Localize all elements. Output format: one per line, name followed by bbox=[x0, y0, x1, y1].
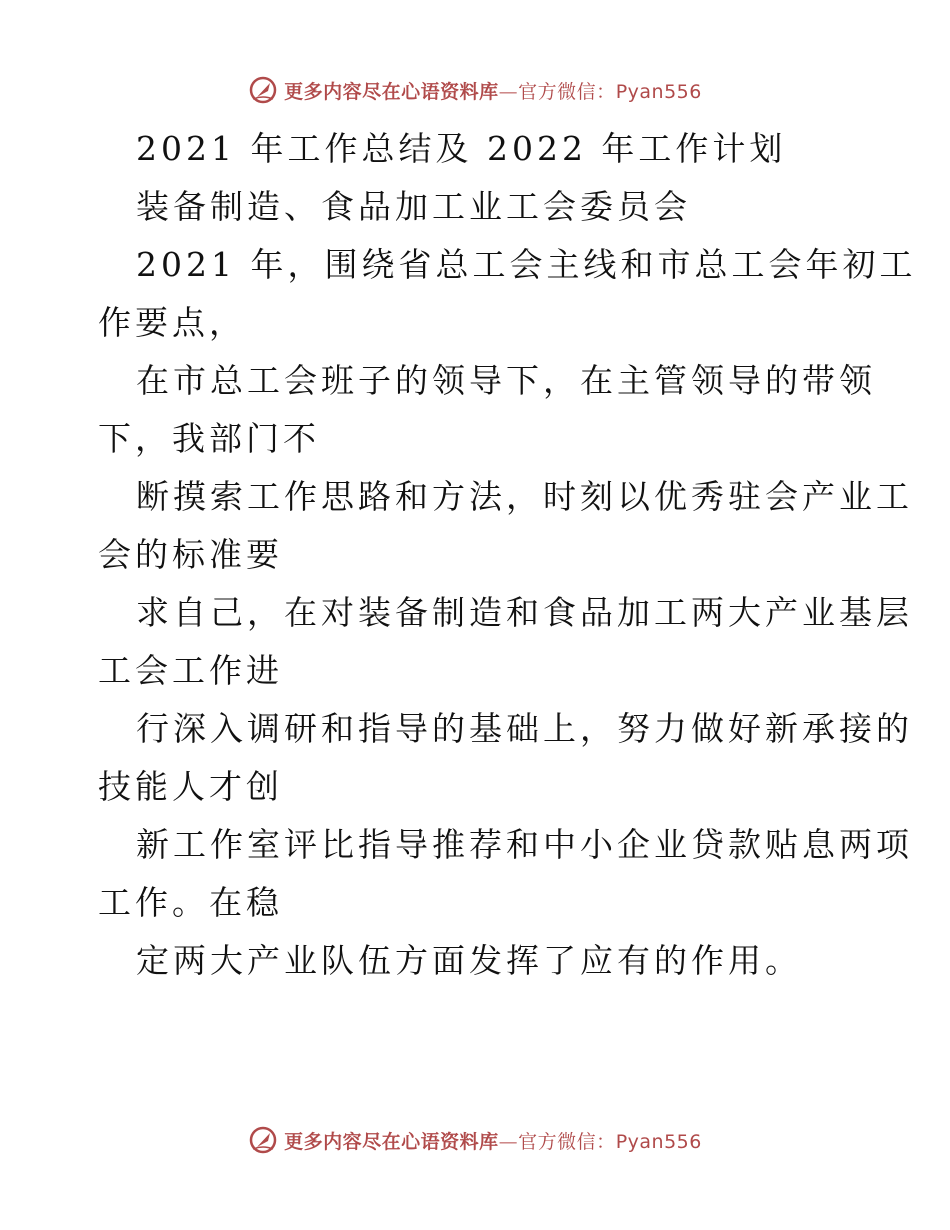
text-line: 求自己，在对装备制造和食品加工两大产业基层 bbox=[136, 593, 913, 632]
text-line: 会的标准要 bbox=[98, 535, 283, 574]
text-line: 2021 年，围绕省总工会主线和市总工会年初工 bbox=[136, 245, 917, 284]
document-body bbox=[98, 120, 917, 990]
quill-logo-icon bbox=[248, 75, 278, 105]
watermark-text: 更多内容尽在心语资料库—官方微信：Pyan556 bbox=[284, 80, 702, 103]
text-line: 下，我部门不 bbox=[98, 419, 320, 458]
watermark-text: 更多内容尽在心语资料库—官方微信：Pyan556 bbox=[284, 1130, 702, 1153]
text-line: 2021 年工作总结及 2022 年工作计划 bbox=[136, 129, 787, 168]
text-line: 定两大产业队伍方面发挥了应有的作用。 bbox=[136, 941, 802, 980]
header-watermark bbox=[0, 70, 950, 110]
text-line: 行深入调研和指导的基础上，努力做好新承接的 bbox=[136, 709, 913, 748]
text-line: 工会工作进 bbox=[98, 651, 283, 690]
text-line: 新工作室评比指导推荐和中小企业贷款贴息两项 bbox=[136, 825, 913, 864]
footer-watermark bbox=[0, 1120, 950, 1160]
text-line: 作要点， bbox=[98, 303, 246, 342]
text-line: 在市总工会班子的领导下，在主管领导的带领 bbox=[136, 361, 876, 400]
text-line: 装备制造、食品加工业工会委员会 bbox=[136, 187, 691, 226]
text-line: 断摸索工作思路和方法，时刻以优秀驻会产业工 bbox=[136, 477, 913, 516]
quill-logo-icon bbox=[248, 1125, 278, 1155]
text-line: 工作。在稳 bbox=[98, 883, 283, 922]
text-line: 技能人才创 bbox=[98, 767, 283, 806]
